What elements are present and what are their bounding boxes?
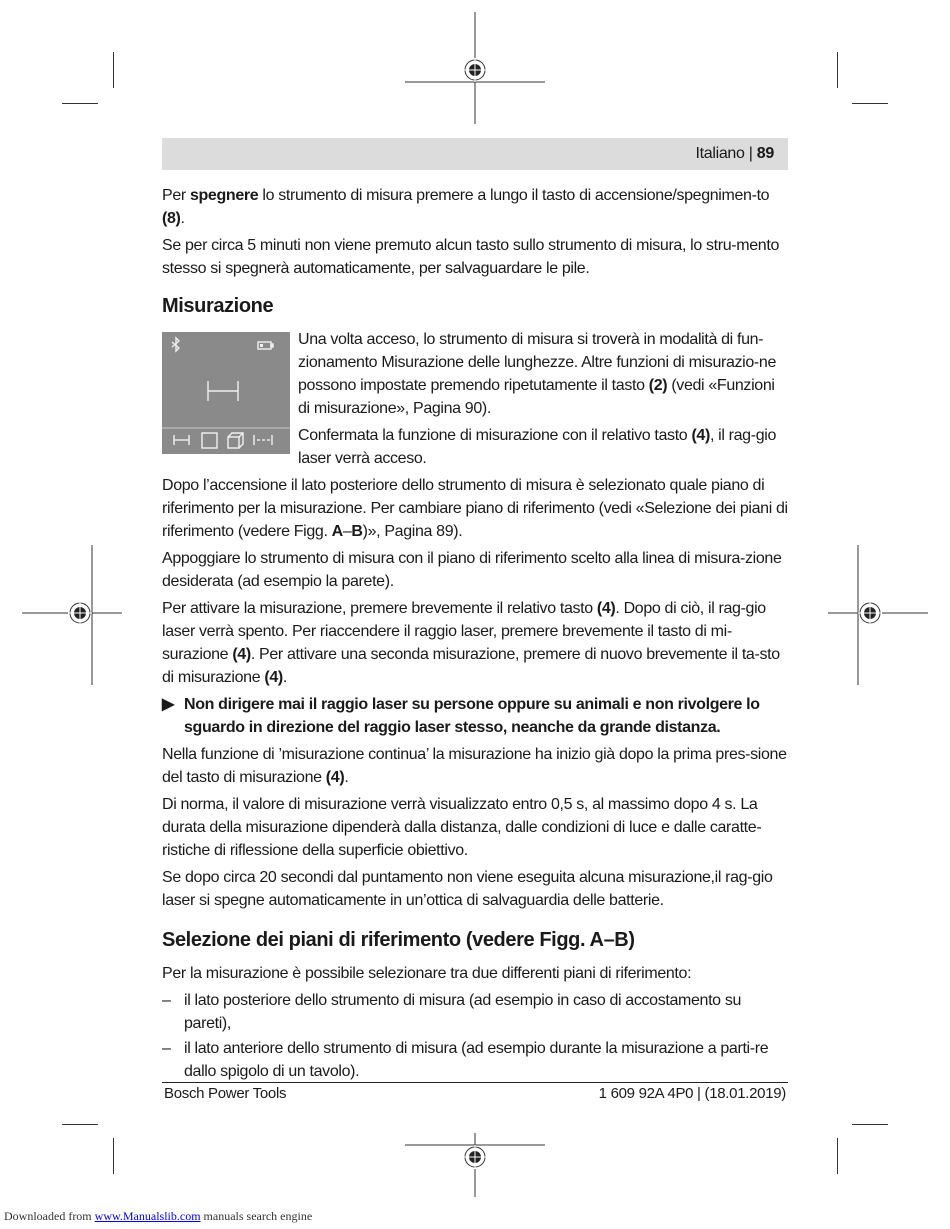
page-header: [162, 138, 788, 170]
area-icon: [202, 433, 217, 448]
paragraph-activate-measure: Per attivare la misurazione, premere brevemente il relativo tasto (4). Dopo di ciò, il rag-gio laser verrà spento. Per riaccendere il raggio laser, premere brevemente il tasto di mi-surazione (4). Per attivare una seconda misurazione, premere di nuovo brevemente il ta-sto di misurazione (4).: [162, 600, 780, 686]
crop-mark: [113, 52, 114, 88]
paragraph-confirm-function: Confermata la funzione di misurazione con il relativo tasto (4), il rag-gio laser verrà acceso.: [298, 427, 777, 467]
continuous-measure-icon: [254, 435, 272, 445]
paragraph-measure-mode: Una volta acceso, lo strumento di misura si troverà in modalità di fun-zionamento Misurazione delle lunghezze. Altre funzioni di misurazio-ne possono impostate premendo ripetutamente il tasto (2) (vedi «Funzioni di misurazione», Pagina 90).: [298, 331, 776, 417]
warning-text: Non dirigere mai il raggio laser su persone oppure su animali e non rivolgere lo sguardo in direzione del raggio laser stesso, neanche da grande distanza.: [184, 696, 760, 736]
list-item: – il lato posteriore dello strumento di misura (ad esempio in caso di accostamento su pareti),: [162, 992, 742, 1032]
bluetooth-icon: [172, 338, 179, 351]
reference-plane-list: [162, 989, 788, 1083]
battery-icon: [258, 342, 273, 349]
paragraph-reference-plane: Dopo l’accensione il lato posteriore dello strumento di misura è selezionato quale piano di riferimento per la misurazione. Per cambiare piano di riferimento (vedi «Selezione dei piani di riferimento (vedere Figg. A–B)», Pagina 89).: [162, 477, 788, 540]
page-content: [162, 184, 788, 1085]
paragraph-reference-intro: Per la misurazione è possibile selezionare tra due differenti piani di riferimento:: [162, 965, 692, 982]
footer-publisher: Bosch Power Tools: [164, 1085, 287, 1102]
crop-mark: [62, 103, 98, 104]
registration-mark-icon: [828, 545, 928, 685]
footer-rule: [162, 1082, 788, 1083]
crop-mark: [837, 52, 838, 88]
page-number: 89: [756, 145, 774, 162]
manualslib-link[interactable]: www.Manualslib.com: [94, 1209, 201, 1223]
registration-mark-icon: [405, 12, 545, 128]
volume-icon: [228, 433, 243, 448]
header-text: Italiano | 89: [695, 145, 774, 162]
paragraph-switch-off: Per spegnere lo strumento di misura premere a lungo il tasto di accensione/spegnimen-to (8).: [162, 187, 770, 227]
header-language: Italiano: [695, 145, 745, 162]
crop-mark: [62, 1124, 98, 1125]
length-measure-icon: [208, 381, 238, 401]
safety-warning: [162, 693, 788, 739]
paragraph-auto-off: Se per circa 5 minuti non viene premuto alcun tasto sullo strumento di misura, lo stru-mento stesso si spegnerà automaticamente, per salvaguardare le pile.: [162, 237, 779, 277]
footer-doc-id: 1 609 92A 4P0 | (18.01.2019): [598, 1085, 786, 1102]
list-item: – il lato anteriore dello strumento di misura (ad esempio durante la misurazione a parti-re dallo spigolo di un tavolo).: [162, 1040, 769, 1080]
length-mode-icon: [174, 435, 189, 445]
crop-mark: [852, 1124, 888, 1125]
paragraph-measure-time: Di norma, il valore di misurazione verrà visualizzato entro 0,5 s, al massimo dopo 4 s. La durata della misurazione dipenderà dalla distanza, dalle condizioni di luce e dalle caratte-ristiche di riflessione della superficie obiettivo.: [162, 796, 762, 859]
registration-mark-icon: [405, 1133, 545, 1197]
crop-mark: [852, 103, 888, 104]
warning-arrow-icon: ▶: [162, 696, 174, 713]
paragraph-place-tool: Appoggiare lo strumento di misura con il piano di riferimento scelto alla linea di misura-zione desiderata (ad esempio la parete).: [162, 550, 782, 590]
paragraph-laser-auto-off: Se dopo circa 20 secondi dal puntamento non viene eseguita alcuna misurazione,il rag-gio laser si spegne automaticamente in un’ottica di salvaguardia delle batterie.: [162, 869, 773, 909]
section-title-misurazione: Misurazione: [162, 295, 274, 317]
section-title-reference-planes: Selezione dei piani di riferimento (vedere Figg. A–B): [162, 929, 635, 951]
download-notice: Downloaded from www.Manualslib.com manuals search engine: [4, 1209, 313, 1223]
crop-mark: [837, 1138, 838, 1174]
display-figure: [162, 332, 290, 454]
registration-mark-icon: [22, 545, 122, 685]
paragraph-continuous-measure: Nella funzione di ’misurazione continua’ la misurazione ha inizio già dopo la prima pres-sione del tasto di misurazione (4).: [162, 746, 787, 786]
crop-mark: [113, 1138, 114, 1174]
